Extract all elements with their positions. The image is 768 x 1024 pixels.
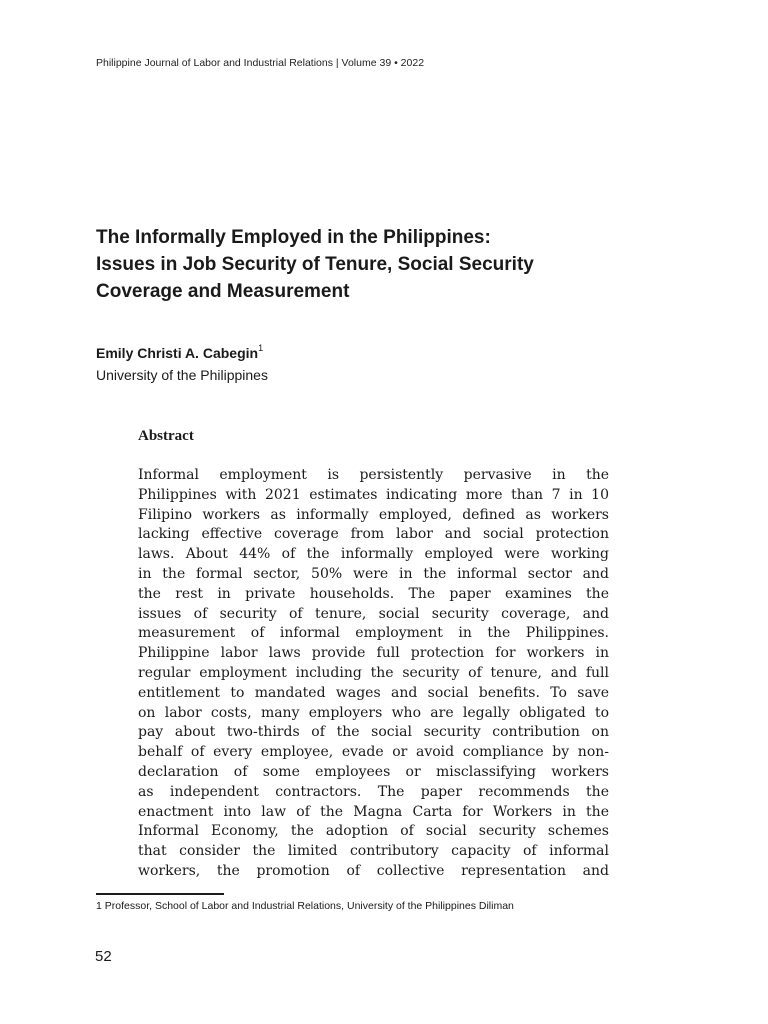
abstract-line: behalf of every employee, evade or avoid compliance by non- [138, 744, 609, 761]
abstract-line: on labor costs, many employers who are legally obligated to [138, 704, 609, 721]
footnote-divider [96, 893, 224, 895]
abstract-heading: Abstract [138, 428, 194, 444]
author-name [96, 345, 263, 361]
abstract-line: workers, the promotion of collective representation and [138, 862, 609, 879]
journal-header: Philippine Journal of Labor and Industrial Relations | Volume 39 • 2022 [96, 57, 425, 69]
abstract-line: the rest in private households. The paper examines the [138, 585, 609, 602]
abstract-line: Philippine labor laws provide full protection for workers in [138, 645, 609, 662]
abstract-line: Filipino workers as informally employed, defined as workers [138, 506, 609, 523]
abstract-line: pay about two-thirds of the social security contribution on [138, 724, 609, 741]
abstract-line: declaration of some employees or misclassifying workers [138, 763, 609, 780]
footnote-mark: 1 [258, 343, 264, 353]
abstract-line: enactment into law of the Magna Carta for Workers in the [138, 803, 609, 820]
abstract-line: entitlement to mandated wages and social benefits. To save [138, 684, 609, 701]
abstract-line: in the formal sector, 50% were in the informal sector and [138, 565, 609, 582]
footnote: 1 Professor, School of Labor and Industrial Relations, University of the Philippines Diliman [96, 900, 514, 912]
author-affiliation: University of the Philippines [96, 367, 268, 383]
abstract-line: Informal Economy, the adoption of social security schemes [138, 823, 609, 840]
abstract-line: as independent contractors. The paper recommends the [138, 783, 609, 800]
abstract-line: issues of security of tenure, social security coverage, and [138, 605, 609, 622]
article-title [96, 224, 616, 305]
abstract-line: regular employment including the security of tenure, and full [138, 664, 609, 681]
author-name-text: Emily Christi A. Cabegin [96, 345, 259, 361]
abstract-line: that consider the limited contributory capacity of informal [138, 843, 609, 860]
title-line: Issues in Job Security of Tenure, Social Security [96, 254, 534, 275]
abstract-line: Informal employment is persistently pervasive in the [138, 467, 609, 483]
abstract-line: lacking effective coverage from labor and social protection [138, 526, 609, 543]
abstract-line: measurement of informal employment in the Philippines. [138, 625, 609, 642]
abstract-line: laws. About 44% of the informally employed were working [138, 546, 609, 563]
title-line: The Informally Employed in the Philippines: [96, 227, 491, 248]
abstract-body [138, 466, 609, 882]
title-line: Coverage and Measurement [96, 281, 350, 302]
abstract-line: Philippines with 2021 estimates indicating more than 7 in 10 [138, 486, 609, 503]
page-number: 52 [95, 948, 112, 965]
